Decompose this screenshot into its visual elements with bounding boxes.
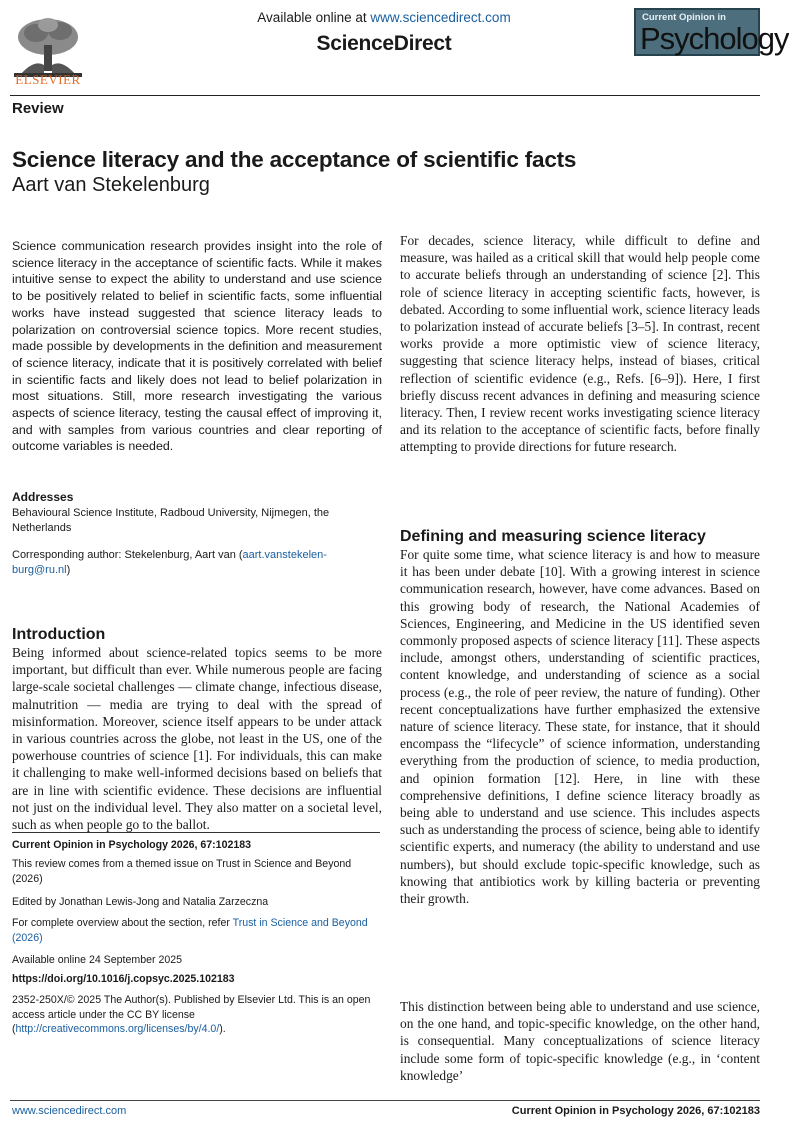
article-type: Review bbox=[12, 100, 64, 117]
section-overview-label: For complete overview about the section, refer bbox=[12, 917, 233, 929]
article-title: Science literacy and the acceptance of scientific facts bbox=[12, 147, 577, 172]
section-text-distinction: This distinction between being able to understand and use science, on the one hand, and topic-specific knowledge, on the other hand, is consequential. Many conceptualizations of science literacy include some form of topic-specific knowledge (e.g., in ‘content knowledge’ bbox=[400, 999, 760, 1083]
license-text bbox=[12, 993, 382, 1037]
license-link[interactable]: http://creativecommons.org/licenses/by/4.0/ bbox=[15, 1023, 220, 1035]
doi bbox=[12, 972, 382, 987]
footer-citation: Current Opinion in Psychology 2026, 67:102183 bbox=[511, 1105, 760, 1117]
journal-badge bbox=[634, 8, 789, 56]
themed-issue: This review comes from a themed issue on Trust in Science and Beyond (2026) bbox=[12, 858, 352, 885]
introduction-text: Being informed about science-related topics seems to be more important, but difficult than ever. While numerous people are facing large-scale societal challenges — climate change, infectious disease, malnutrition — media are trying to deal with the spread of misinformation. Moreover, science itself appears to be under attack in various countries across the globe, not least in the US, one of the powerhouse countries of science [1]. For individuals, this can make it challenging to make well-informed decisions based on beliefs that are in line with scientific evidence. These decisions are influential not just on the individual level. They also matter on a societal level, such as when people go to the ballot. bbox=[12, 645, 382, 833]
license-suffix: ). bbox=[219, 1023, 226, 1035]
section-heading-defining: Defining and measuring science literacy bbox=[400, 528, 706, 545]
introduction-heading: Introduction bbox=[12, 626, 106, 643]
available-online-date: Available online 24 September 2025 bbox=[12, 954, 183, 966]
corresponding-email-link[interactable]: aart.vanstekelen-burg@ru.nl bbox=[12, 549, 327, 576]
availability-label: Available online at bbox=[257, 10, 371, 25]
footer-divider bbox=[10, 1100, 760, 1101]
corresponding-author bbox=[12, 548, 382, 577]
article-author: Aart van Stekelenburg bbox=[12, 174, 210, 196]
journal-citation: Current Opinion in Psychology 2026, 67:102183 bbox=[12, 839, 252, 851]
publisher-name: ELSEVIER bbox=[15, 72, 81, 87]
sciencedirect-link[interactable]: www.sciencedirect.com bbox=[370, 10, 511, 25]
edited-by: Edited by Jonathan Lewis-Jong and Natalia Zarzeczna bbox=[12, 896, 269, 908]
addresses-text: Behavioural Science Institute, Radboud University, Nijmegen, the Netherlands bbox=[12, 507, 330, 534]
site-name: ScienceDirect bbox=[316, 32, 452, 55]
corresponding-suffix: ) bbox=[66, 563, 71, 576]
footer-sciencedirect-link[interactable]: www.sciencedirect.com bbox=[12, 1105, 127, 1117]
corresponding-label: Corresponding author: Stekelenburg, Aart van ( bbox=[12, 549, 243, 561]
section-overview-link[interactable]: Trust in Science and Beyond (2026) bbox=[12, 917, 368, 944]
article-info-divider bbox=[12, 832, 380, 833]
journal-badge-small: Current Opinion in bbox=[642, 12, 726, 23]
section-text-defining: For quite some time, what science literacy is and how to measure it has been under debate [10]. With a growing interest in science communication research, however, have come advances. Based on this growing body of research, the National Academies of Sciences, Engineering, and Medicine in the US identified seven commonly proposed aspects of science literacy [11]. These aspects include, amongst others, understanding of scientific practices, content knowledge, and understanding of science as a social process (e.g., the role of peer review, the nature of funding). Other recent conceptualizations have further emphasized the extensive nature of science literacy. These state, for instance, that it should encompass the “lifecycle” of science information, understanding everything from the production of science, to media production, and opinion formation [12]. Here, in line with these comprehensive definitions, I define science literacy broadly as being able to understand and use science. This includes aspects such as understanding the process of science, being able to identify scientific experts, and numeracy (the ability to understand and use numbers), but should exclude topic-specific knowledge, such as knowing that antibiotics work by killing bacteria or preventing their growth. bbox=[400, 547, 760, 907]
license-label: 2352-250X/© 2025 The Author(s). Published by Elsevier Ltd. This is an open access article under the CC BY license ( bbox=[12, 994, 371, 1035]
addresses-heading: Addresses bbox=[12, 490, 74, 504]
introduction-continued: For decades, science literacy, while difficult to define and measure, was hailed as a critical skill that would help people come to accurate beliefs through an understanding of science [2]. This role of science literacy in accepting scientific facts, however, is debated. According to some influential work, science literacy leads to polarization instead of accurate beliefs [3–5]. In contrast, recent works provide a more optimistic view of science literacy, suggesting that science literacy helps, instead of biases, critical reflection of scientific evidence (e.g., Refs. [6–9]). Here, I first briefly discuss recent advances in defining and measuring science literacy. Then, I review recent works investigating science literacy and its relation to the acceptance of scientific facts, before finally attempting to provide directions for future research. bbox=[400, 233, 760, 455]
abstract: Science communication research provides insight into the role of science literacy in the acceptance of scientific facts. While it makes intuitive sense to expect the ability to understand and use science to be positively related to belief in scientific facts, some influential works have instead suggested that science literacy leads to polarization on controversial science topics. More recent studies, made possible by developments in the definition and measurement of science literacy, indicate that it is positively correlated with belief in scientific facts and likely does not lead to belief polarization in most situations. Still, more research investigating the various aspects of science literacy, testing the causal effect of improving it, and with samples from various countries and clear reporting of outcome variables is needed. bbox=[12, 239, 382, 454]
section-overview bbox=[12, 916, 382, 945]
header-divider bbox=[10, 95, 760, 96]
journal-badge-title: Psychology bbox=[640, 21, 789, 56]
doi-link[interactable]: https://doi.org/10.1016/j.copsyc.2025.102183 bbox=[12, 973, 235, 985]
